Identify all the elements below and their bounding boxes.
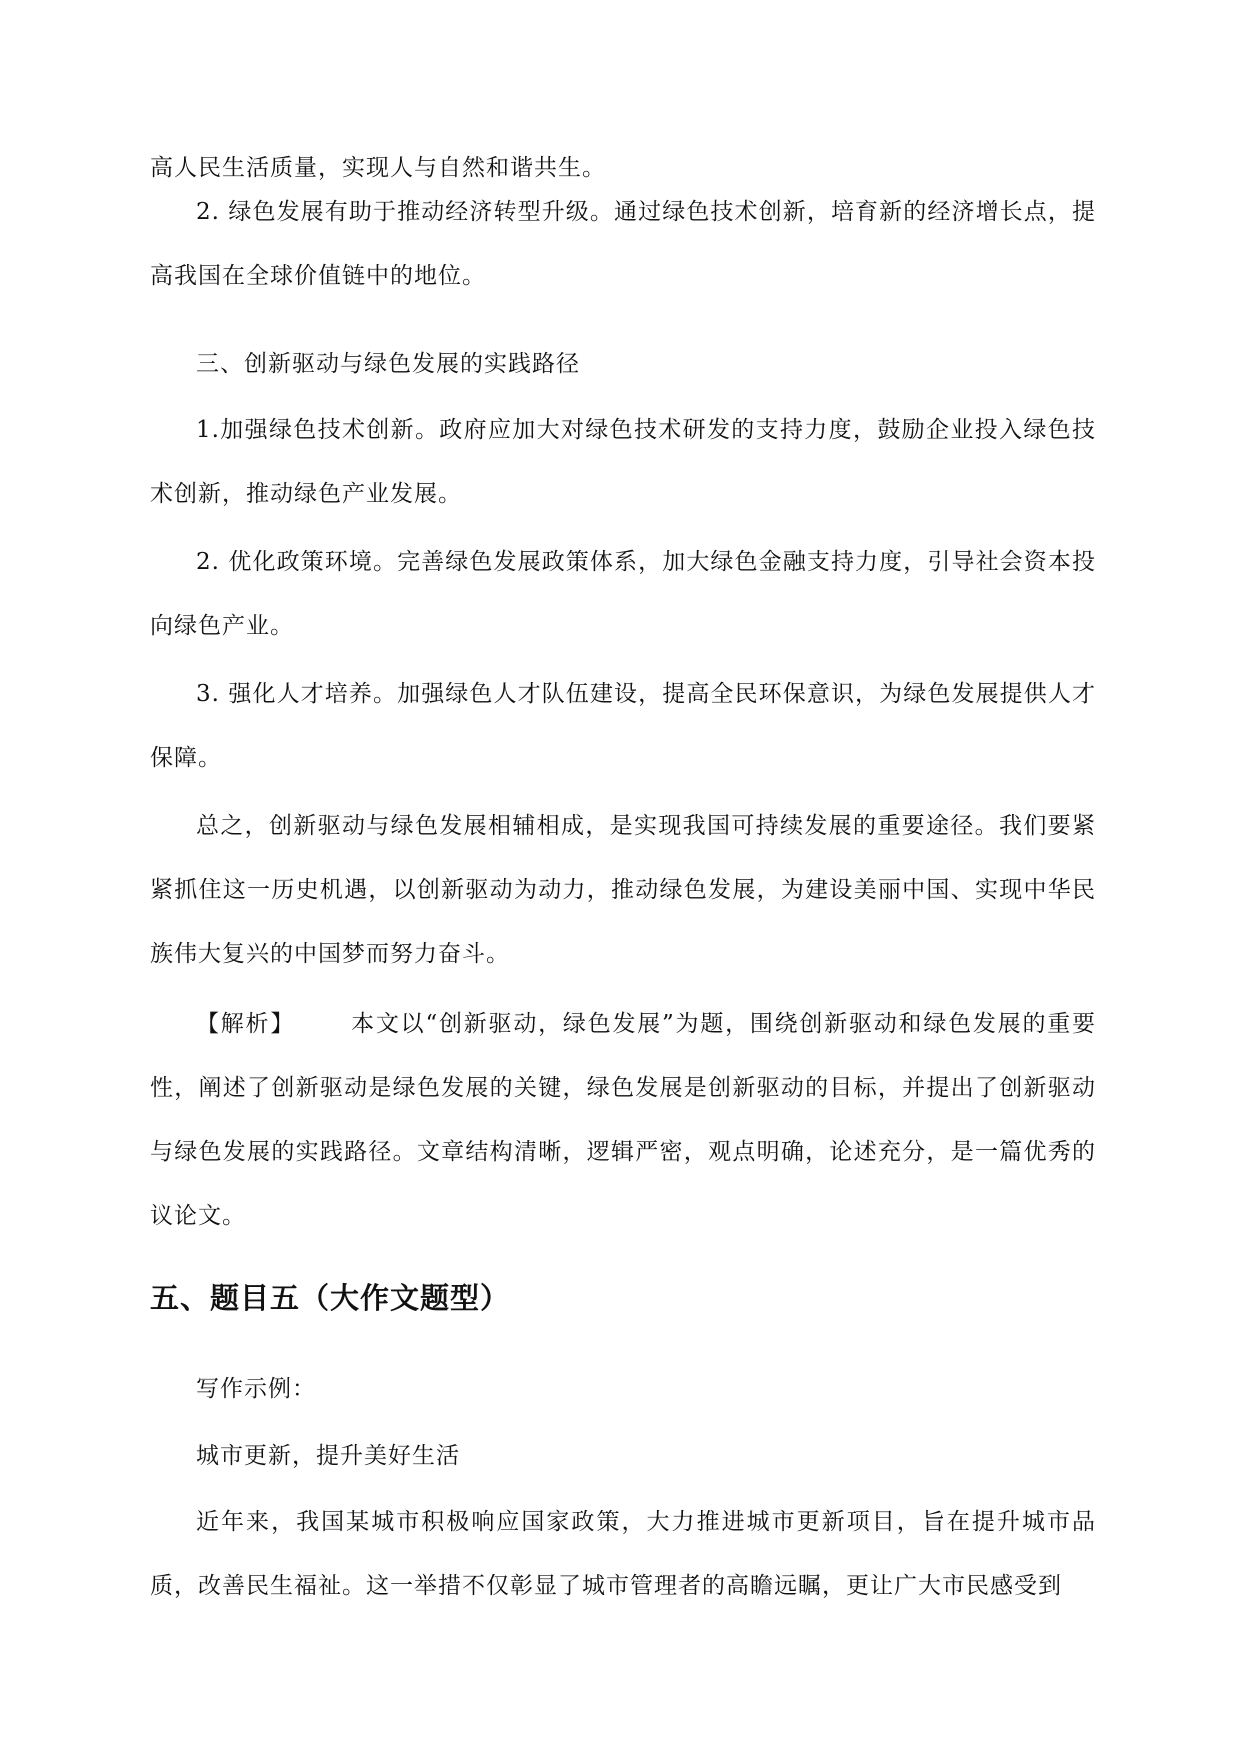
paragraph-talent: 3. 强化人才培养。加强绿色人才队伍建设，提高全民环保意识，为绿色发展提供人才保障。 [150,681,1096,771]
paragraph-tech-innovation: 1.加强绿色技术创新。政府应加大对绿色技术研发的支持力度，鼓励企业投入绿色技术创新，推动绿色产业发展。 [150,417,1096,507]
paragraph-analysis [150,992,1096,1248]
section-heading: 五、题目五（大作文题型） [150,1281,511,1315]
example-label: 写作示例： [196,1376,316,1402]
example-body: 近年来，我国某城市积极响应国家政策，大力推进城市更新项目，旨在提升城市品质，改善民生福祉。这一举措不仅彰显了城市管理者的高瞻远瞩，更让广大市民感受到 [150,1509,1096,1599]
subsection-heading: 三、创新驱动与绿色发展的实践路径 [196,351,580,377]
paragraph-policy: 2. 优化政策环境。完善绿色发展政策体系，加大绿色金融支持力度，引导社会资本投向绿色产业。 [150,549,1096,639]
analysis-tag: 【解析】 [196,1011,296,1037]
paragraph-green-upgrade: 2. 绿色发展有助于推动经济转型升级。通过绿色技术创新，培育新的经济增长点，提高我国在全球价值链中的地位。 [150,199,1096,289]
analysis-text: 本文以“创新驱动，绿色发展”为题，围绕创新驱动和绿色发展的重要性，阐述了创新驱动是绿色发展的关键，绿色发展是创新驱动的目标，并提出了创新驱动与绿色发展的实践路径。文章结构清晰，逻辑严密，观点明确，论述充分，是一篇优秀的议论文。 [150,1011,1096,1229]
paragraph-conclusion [150,794,1096,986]
paragraph-continuation: 高人民生活质量，实现人与自然和谐共生。 [150,155,606,181]
example-title: 城市更新，提升美好生活 [196,1443,460,1469]
conclusion-text: 总之，创新驱动与绿色发展相辅相成，是实现我国可持续发展的重要途径。我们要紧紧抓住这一历史机遇，以创新驱动为动力，推动绿色发展，为建设美丽中国、实现中华民族伟大复兴的中国梦而努力奋斗。 [150,813,1096,967]
